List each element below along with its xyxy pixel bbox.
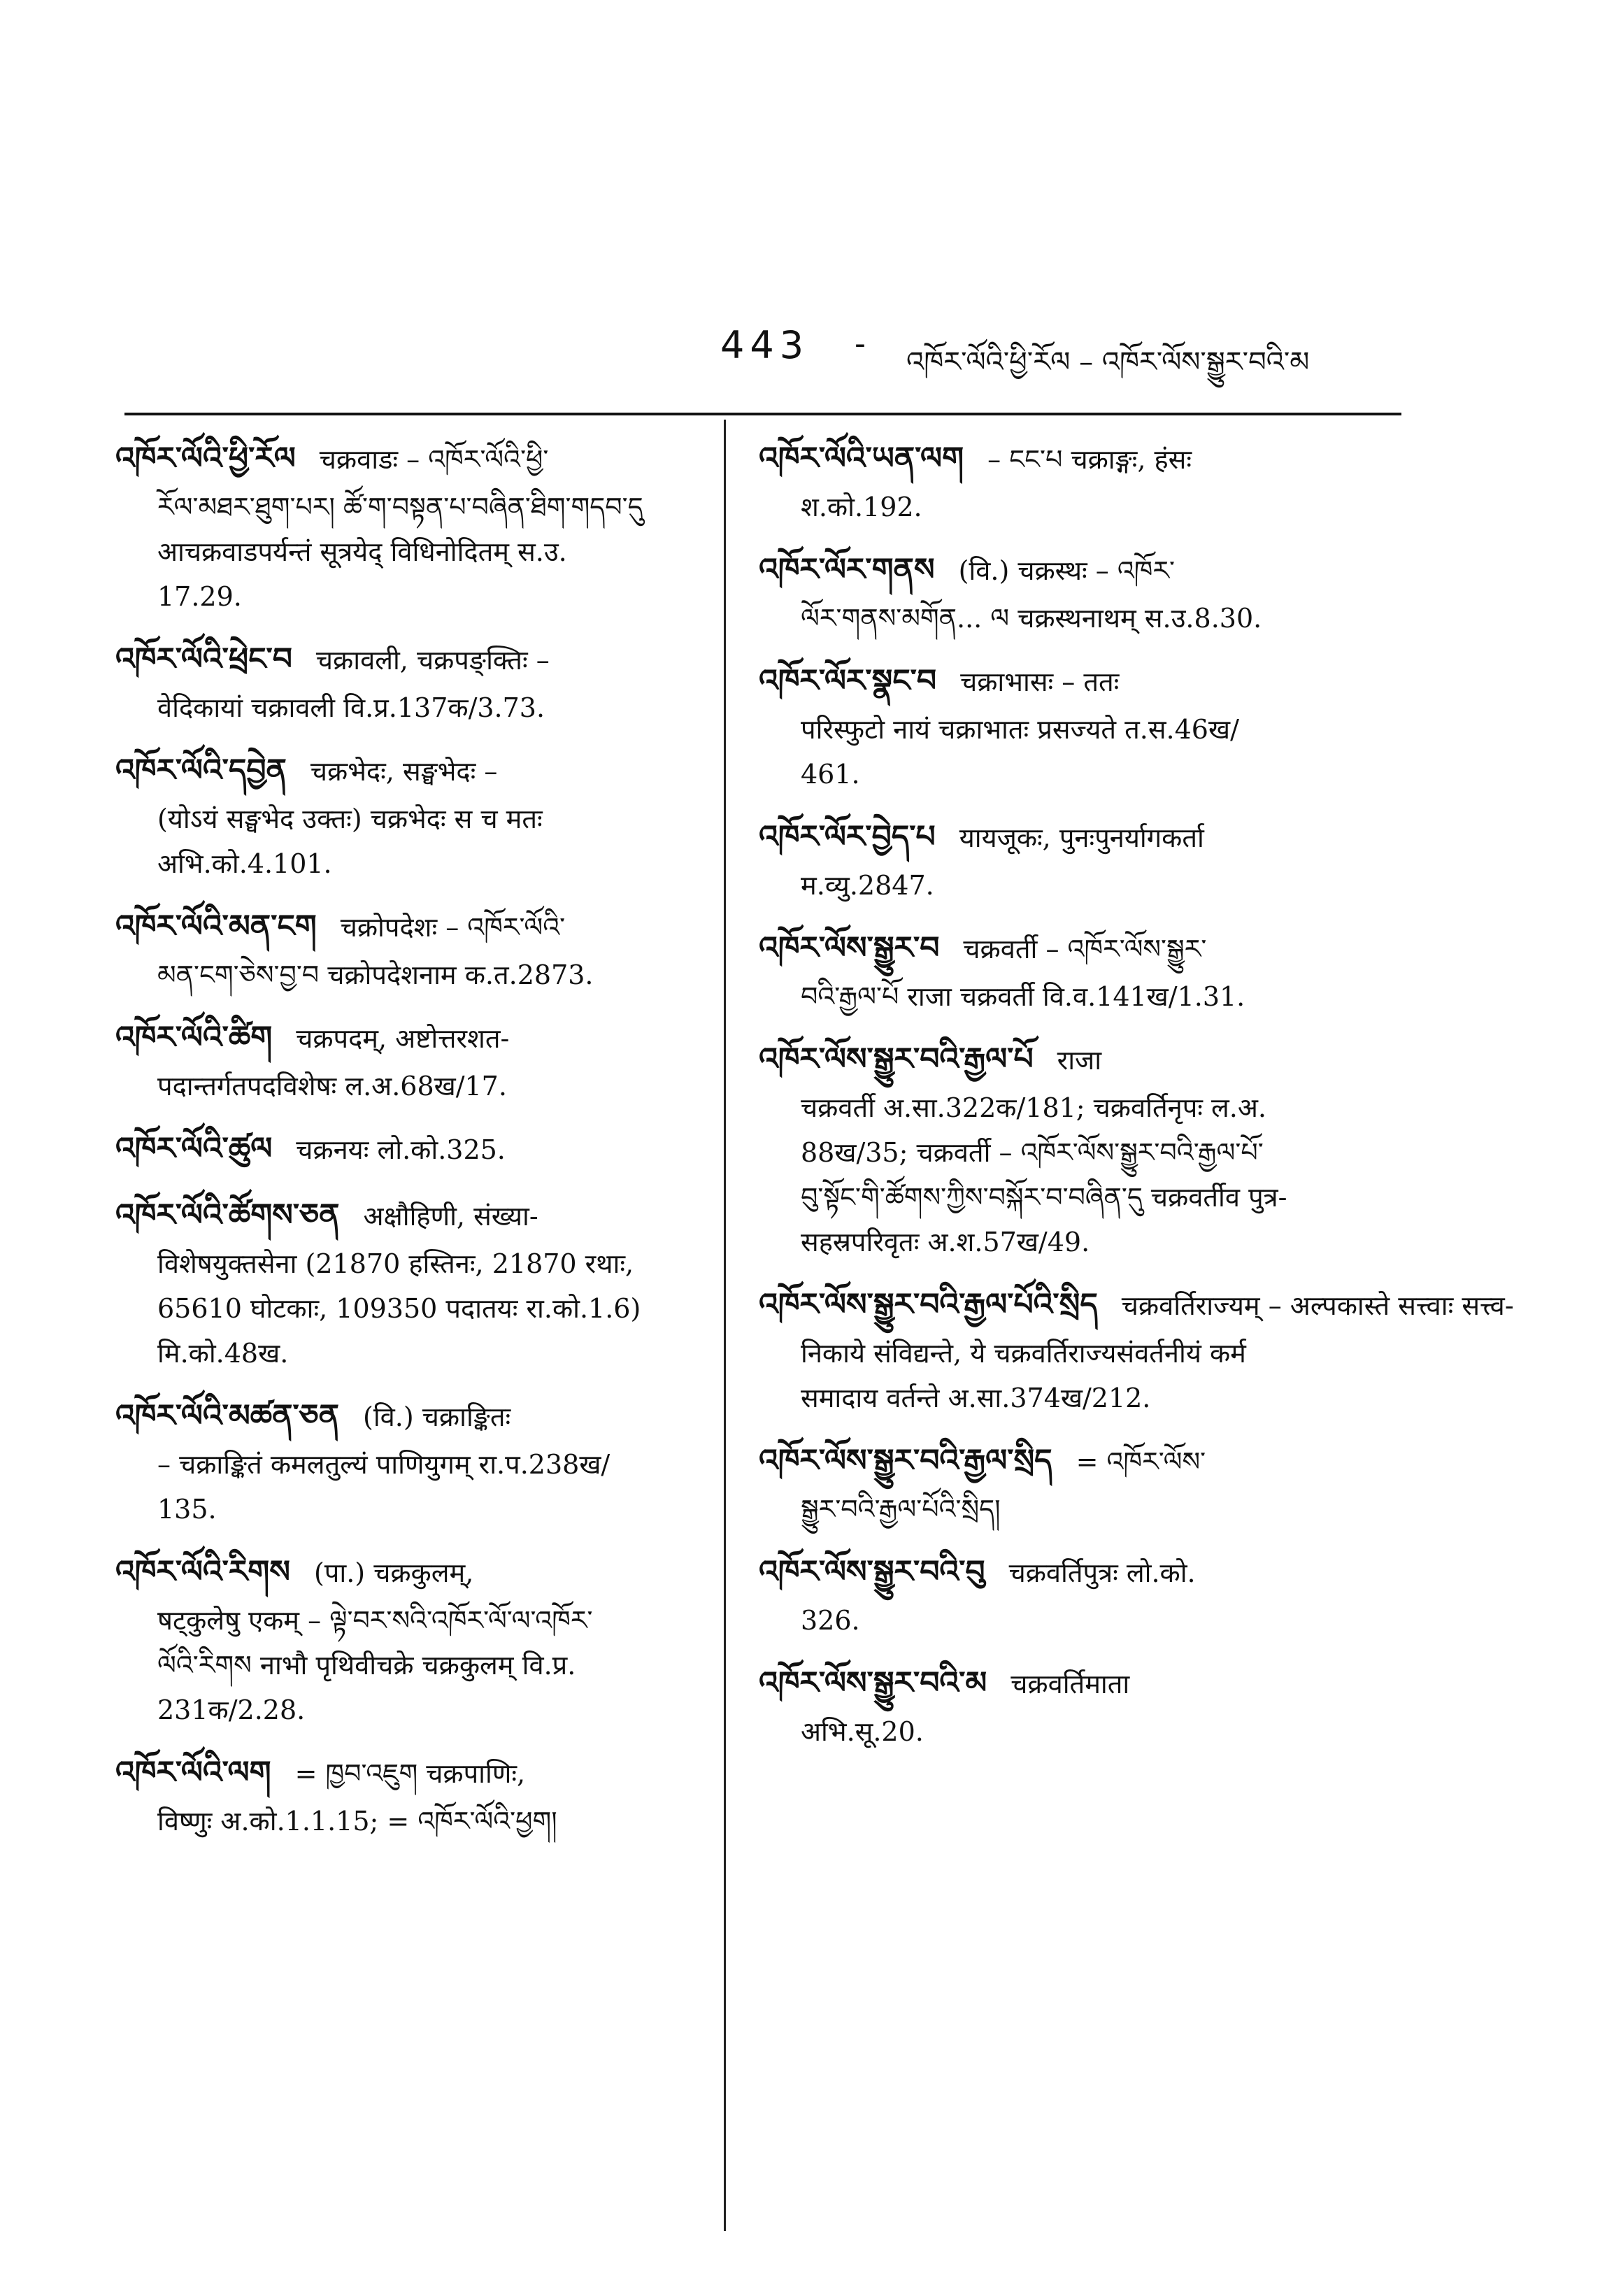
entry-first-line <box>759 1280 1514 1331</box>
entry-text: षट्कुलेषु एकम् – ལྟེ་བར་སའི་འཁོར་ལོ་ལ་འཁོར་ <box>157 1605 593 1636</box>
entry-text: 17.29. <box>157 581 242 612</box>
entry-first-line <box>759 1547 1409 1598</box>
dictionary-entry <box>115 1391 710 1532</box>
entry-headword: འཁོར་ལོར་བྱེད་པ <box>759 819 936 855</box>
entry-first-line <box>115 1391 710 1442</box>
entry-text: चक्रवर्ती अ.सा.322क/181; चक्रवर्तिनृपः ल.अ. <box>801 1092 1267 1123</box>
entry-continuation-line <box>115 1688 710 1732</box>
entry-text: अभि.सू.20. <box>801 1716 924 1747</box>
entry-continuation-line <box>759 1130 1409 1175</box>
entry-continuation-line <box>759 1331 1409 1376</box>
dictionary-entry <box>759 656 1409 797</box>
dictionary-entry <box>759 434 1409 529</box>
dictionary-entry <box>759 545 1409 641</box>
running-head: འཁོར་ལོའི་ཕྱི་རོལ – འཁོར་ལོས་སྒྱུར་བའི་མ <box>906 346 1310 378</box>
entry-text: विशेषयुक्तसेना (21870 हस्तिनः, 21870 रथाः, <box>157 1248 634 1279</box>
entry-text: म.व्यु.2847. <box>801 870 934 901</box>
entry-continuation-line <box>759 1487 1409 1532</box>
entry-text: ལོའི་རིགས नाभौ पृथिवीचक्रे चक्रकुलम् वि.प्र. <box>157 1650 576 1681</box>
dictionary-entry <box>115 1748 710 1844</box>
entry-first-line <box>115 1748 710 1799</box>
entry-text: 461. <box>801 759 860 790</box>
dictionary-entry <box>115 1190 710 1376</box>
entry-headword: འཁོར་ལོར་གནས <box>759 552 935 587</box>
entry-first-line <box>115 901 710 953</box>
entry-headword: འཁོར་ལོས་སྒྱུར་བའི་རྒྱལ་པོའི་སྲིད <box>759 1287 1098 1322</box>
entry-continuation-line <box>115 1487 710 1532</box>
entry-text: – चक्राङ्कितं कमलतुल्यं पाणियुगम् रा.प.238ख/ <box>157 1449 610 1480</box>
entry-text: सहस्रपरिवृतः अ.श.57ख/49. <box>801 1227 1090 1257</box>
dictionary-entry <box>115 434 710 619</box>
entry-continuation-line <box>759 974 1409 1019</box>
entry-continuation-line <box>115 574 710 619</box>
entry-first-line <box>115 634 710 685</box>
entry-continuation-line <box>759 1175 1409 1220</box>
entry-headword: འཁོར་ལོའི་ཡན་ལག <box>759 441 964 476</box>
entry-continuation-line <box>115 1064 710 1108</box>
entry-text: निकाये संविद्यन्ते, ये चक्रवर्तिराज्यसंवर्तनीयं कर्म <box>801 1338 1246 1369</box>
entry-text: चक्रवर्तिपुत्रः लो.को. <box>1008 1557 1196 1588</box>
entry-text: चक्रवर्ती – འཁོར་ལོས་སྒྱུར་ <box>963 934 1207 964</box>
entry-text: परिस्फुटो नायं चक्राभातः प्रसज्यते त.स.46ख/ <box>801 714 1239 745</box>
entry-headword: འཁོར་ལོས་སྒྱུར་བའི་རྒྱལ་སྲིད <box>759 1443 1052 1478</box>
entry-text: चक्रभेदः, सङ्घभेदः – <box>310 756 498 787</box>
entry-text: चक्रवाडः – འཁོར་ལོའི་ཕྱི་ <box>319 444 549 475</box>
right-column <box>759 434 1514 1769</box>
entry-headword: འཁོར་ལོས་སྒྱུར་བའི་བུ <box>759 1554 985 1590</box>
entry-text: चक्रोपदेशः – འཁོར་ལོའི་ <box>340 912 566 943</box>
entry-text: བའི་རྒྱལ་པོ राजा चक्रवर्ती वि.व.141ख/1.31. <box>801 981 1245 1012</box>
entry-headword: འཁོར་ལོས་སྒྱུར་བའི་མ <box>759 1665 987 1701</box>
entry-text: चक्रनयः लो.को.325. <box>296 1134 506 1165</box>
entry-headword: འཁོར་ལོའི་མན་ངག <box>115 908 317 944</box>
entry-continuation-line <box>115 1442 710 1487</box>
entry-headword: འཁོར་ལོའི་ཚུལ <box>115 1131 273 1167</box>
dictionary-entry <box>115 901 710 997</box>
entry-text: चक्रपदम्, अष्टोत्तरशत- <box>296 1023 510 1054</box>
dictionary-entry <box>759 812 1409 908</box>
entry-continuation-line <box>115 953 710 997</box>
entry-text: – ངང་པ चक्राङ्गः, हंसः <box>987 444 1192 475</box>
entry-text: चक्रावली, चक्रपङ्क्तिः – <box>315 645 550 676</box>
header-separator: - <box>855 326 866 362</box>
entry-continuation-line <box>115 529 710 574</box>
entry-headword: འཁོར་ལོའི་ཚིག <box>115 1020 273 1055</box>
entry-headword: འཁོར་ལོའི་ཕྱི་རོལ <box>115 441 296 476</box>
entry-text: वेदिकायां चक्रावली वि.प्र.137क/3.73. <box>157 692 545 723</box>
page-number: 443 <box>720 323 810 367</box>
entry-text: ལོར་གནས་མགོན... ལ चक्रस्थनाथम् स.उ.8.30. <box>801 603 1262 634</box>
entry-first-line <box>759 1034 1409 1085</box>
entry-continuation-line <box>115 1598 710 1643</box>
entry-text: अक्षौहिणी, संख्या- <box>363 1201 538 1232</box>
entry-continuation-line <box>115 1643 710 1688</box>
entry-text: 231क/2.28. <box>157 1695 306 1725</box>
entry-text: བུ་སྟོང་གི་ཚོགས་ཀྱིས་བསྐོར་བ་བཞིན་དུ चक्रवर्तीव पुत्र- <box>801 1182 1287 1213</box>
entry-first-line <box>759 1436 1409 1487</box>
entry-headword: འཁོར་ལོའི་ཕྲེང་བ <box>115 641 292 677</box>
dictionary-entry <box>759 1280 1514 1420</box>
entry-headword: འཁོར་ལོས་སྒྱུར་བ <box>759 930 940 966</box>
entry-headword: འཁོར་ལོའི་ལག <box>115 1755 271 1790</box>
dictionary-entry <box>759 923 1409 1019</box>
entry-first-line <box>115 1190 710 1241</box>
entry-text: (वि.) चक्रस्थः – འཁོར་ <box>958 555 1176 586</box>
entry-text: चक्रवर्तिमाता <box>1011 1669 1130 1699</box>
entry-text: पदान्तर्गतपदविशेषः ल.अ.68ख/17. <box>157 1071 507 1101</box>
dictionary-entry <box>115 1013 710 1108</box>
entry-text: (वि.) चक्राङ्कितः <box>363 1402 511 1432</box>
entry-text: 88ख/35; चक्रवर्ती – འཁོར་ལོས་སྒྱུར་བའི་རྒྱལ་པོ་ <box>801 1137 1264 1168</box>
entry-headword: འཁོར་ལོས་སྒྱུར་བའི་རྒྱལ་པོ <box>759 1041 1034 1077</box>
dictionary-entry <box>759 1658 1409 1754</box>
entry-text: राजा <box>1057 1045 1102 1076</box>
entry-continuation-line <box>115 485 710 529</box>
entry-first-line <box>115 1013 710 1064</box>
entry-continuation-line <box>759 485 1409 529</box>
entry-text: श.को.192. <box>801 492 922 522</box>
dictionary-entry <box>759 1034 1409 1264</box>
entry-text: यायजूकः, पुनःपुनर्यागकर्ता <box>959 822 1204 853</box>
dictionary-entry <box>115 1124 710 1175</box>
entry-continuation-line <box>759 752 1409 797</box>
entry-first-line <box>759 545 1409 596</box>
entry-continuation-line <box>115 1331 710 1376</box>
dictionary-entry <box>759 1547 1409 1643</box>
entry-text: अभि.को.4.101. <box>157 848 332 879</box>
entry-continuation-line <box>759 596 1409 641</box>
entry-text: आचक्रवाडपर्यन्तं सूत्रयेद् विधिनोदितम् स.उ. <box>157 536 567 567</box>
entry-first-line <box>115 434 710 485</box>
entry-text: चक्राभासः – ततः <box>960 666 1120 697</box>
entry-text: 326. <box>801 1605 860 1636</box>
dictionary-entry <box>115 634 710 730</box>
dictionary-entry <box>115 1547 710 1732</box>
header-rule <box>124 413 1401 415</box>
entry-continuation-line <box>115 797 710 841</box>
entry-text: (पा.) चक्रकुलम्, <box>313 1557 474 1588</box>
page-header <box>0 323 1621 379</box>
entry-continuation-line <box>759 1085 1409 1130</box>
dictionary-entry <box>759 1436 1409 1532</box>
entry-continuation-line <box>759 1598 1409 1643</box>
entry-continuation-line <box>115 1799 710 1844</box>
entry-text: चक्रवर्तिराज्यम् – अल्पकास्ते सत्त्वाः सत्त्व- <box>1121 1290 1514 1321</box>
entry-headword: འཁོར་ལོར་སྣང་བ <box>759 663 937 699</box>
entry-text: སྒྱུར་བའི་རྒྱལ་པོའི་སྲིད། <box>801 1494 1001 1525</box>
entry-first-line <box>759 656 1409 707</box>
entry-first-line <box>759 923 1409 974</box>
entry-continuation-line <box>759 707 1409 752</box>
entry-text: = འཁོར་ལོས་ <box>1076 1446 1206 1477</box>
entry-first-line <box>759 434 1409 485</box>
entry-text: མན་ངག་ཅེས་བྱ་བ चक्रोपदेशनाम क.त.2873. <box>157 960 594 990</box>
entry-headword: འཁོར་ལོའི་མཚན་ཅན <box>115 1398 340 1434</box>
entry-continuation-line <box>115 841 710 886</box>
column-divider <box>724 420 726 2231</box>
left-column <box>115 434 710 1859</box>
entry-text: समादाय वर्तन्ते अ.सा.374ख/212. <box>801 1383 1151 1413</box>
entry-first-line <box>115 1124 710 1175</box>
entry-first-line <box>759 1658 1409 1709</box>
dictionary-entry <box>115 746 710 886</box>
entry-continuation-line <box>115 1241 710 1286</box>
entry-first-line <box>115 746 710 797</box>
entry-continuation-line <box>759 863 1409 908</box>
entry-continuation-line <box>759 1376 1409 1420</box>
entry-headword: འཁོར་ལོའི་དབྱེན <box>115 753 287 788</box>
entry-text: = ཁྱབ་འཇུག चक्रपाणिः, <box>294 1758 526 1789</box>
entry-headword: འཁོར་ལོའི་རིགས <box>115 1554 290 1590</box>
entry-first-line <box>759 812 1409 863</box>
entry-continuation-line <box>115 685 710 730</box>
entry-continuation-line <box>759 1709 1409 1754</box>
entry-text: विष्णुः अ.को.1.1.15; = འཁོར་ལོའི་ཕྱག། <box>157 1806 557 1837</box>
entry-text: (योऽयं सङ्घभेद उक्तः) चक्रभेदः स च मतः <box>157 804 543 834</box>
entry-text: 65610 घोटकाः, 109350 पदातयः रा.को.1.6) <box>157 1293 641 1324</box>
entry-text: 135. <box>157 1494 217 1525</box>
entry-first-line <box>115 1547 710 1598</box>
entry-continuation-line <box>759 1220 1409 1264</box>
entry-text: རོལ་མཐར་ཐུག་པར། ཚོ་ག་བསྟན་པ་བཞིན་ཐིག་གདབ་དུ <box>157 492 643 522</box>
entry-text: मि.को.48ख. <box>157 1338 289 1369</box>
entry-continuation-line <box>115 1286 710 1331</box>
entry-headword: འཁོར་ལོའི་ཚོགས་ཅན <box>115 1197 340 1233</box>
